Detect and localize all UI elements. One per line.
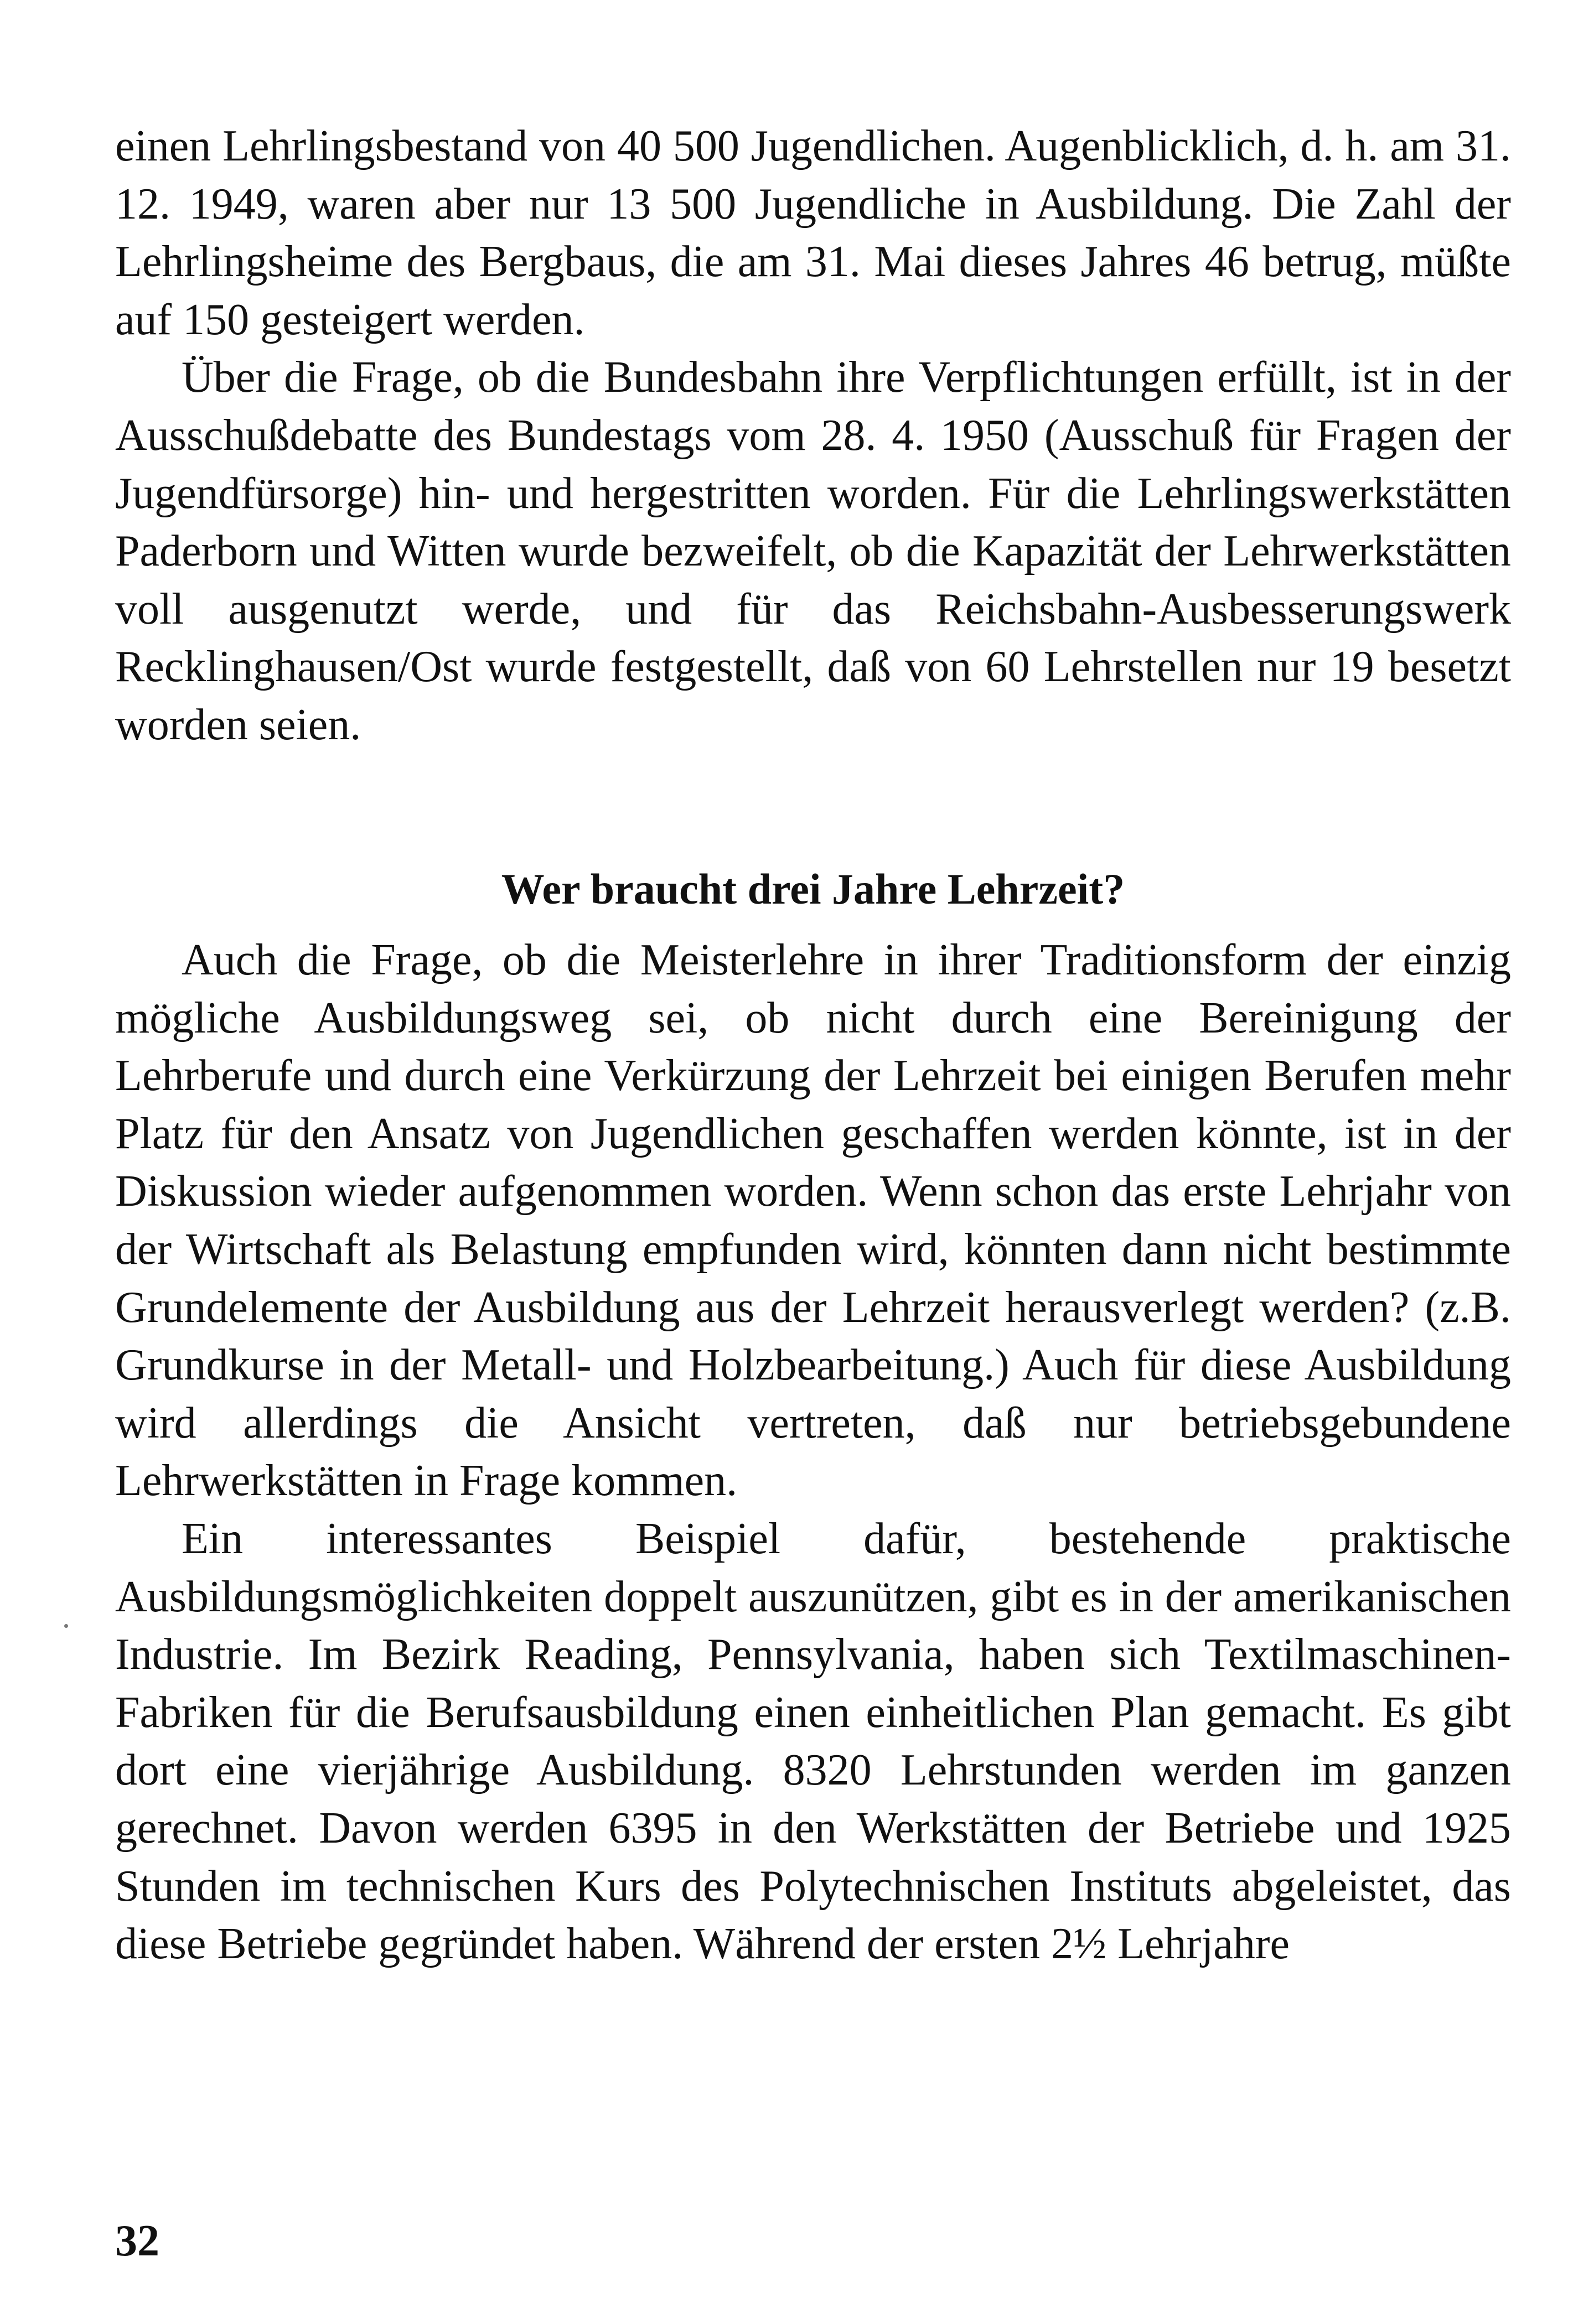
paragraph-bundesbahn: Über die Frage, ob die Bundesbahn ihre Verpflichtungen erfüllt, ist in der Ausschußdebatte des Bundestags vom 28. 4. 1950 (Ausschuß für Fragen der Jugendfürsorge) hin- und hergestritten worden. Für die Lehrlingswerkstätten Paderborn und Witten wurde bezweifelt, ob die Kapazität der Lehrwerkstätten voll ausgenutzt werde, und für das Reichsbahn-Ausbesserungswerk Recklinghausen/Ost wurde festgestellt, daß von 60 Lehrstellen nur 19 besetzt worden seien. xyxy=(115,353,1511,749)
paragraph-continued: einen Lehrlingsbestand von 40 500 Jugendlichen. Augenblicklich, d. h. am 31. 12. 1949, waren aber nur 13 500 Jugendliche in Ausbildung. Die Zahl der Lehrlingsheime des Bergbaus, die am 31. Mai dieses Jahres 46 betrug, müßte auf 150 gesteigert werden. xyxy=(115,122,1511,344)
page-number: 32 xyxy=(115,2217,159,2265)
paragraph-beispiel: Ein interessantes Beispiel dafür, bestehende praktische Ausbildungsmöglichkeiten doppelt auszunützen, gibt es in der amerikanischen Industrie. Im Bezirk Reading, Pennsylvania, haben sich Textilmaschinen-Fabriken für die Berufsausbildung einen einheitlichen Plan gemacht. Es gibt dort eine vierjährige Ausbildung. 8320 Lehrstunden werden im ganzen gerechnet. Davon werden 6395 in den Werkstätten der Betriebe und 1925 Stunden im technischen Kurs des Polytechnischen Instituts abgeleistet, das diese Betriebe gegründet haben. Während der ersten 2½ Lehrjahre xyxy=(115,1514,1511,1969)
scan-speck xyxy=(64,1624,68,1628)
text-block-top xyxy=(115,117,1511,754)
text-block-bottom xyxy=(115,931,1511,1973)
paragraph-meisterlehre: Auch die Frage, ob die Meisterlehre in ihrer Traditionsform der einzig mögliche Ausbildungsweg sei, ob nicht durch eine Bereinigung der Lehrberufe und durch eine Verkürzung der Lehrzeit bei einigen Berufen mehr Platz für den Ansatz von Jugendlichen geschaffen werden könnte, ist in der Diskussion wieder aufgenommen worden. Wenn schon das erste Lehrjahr von der Wirtschaft als Belastung empfunden wird, könnten dann nicht bestimmte Grundelemente der Ausbildung aus der Lehrzeit herausverlegt werden? (z.B. Grundkurse in der Metall- und Holzbearbeitung.) Auch für diese Ausbildung wird allerdings die Ansicht vertreten, daß nur betriebsgebundene Lehrwerkstätten in Frage kommen. xyxy=(115,936,1511,1506)
section-heading: Wer braucht drei Jahre Lehrzeit? xyxy=(501,865,1125,913)
